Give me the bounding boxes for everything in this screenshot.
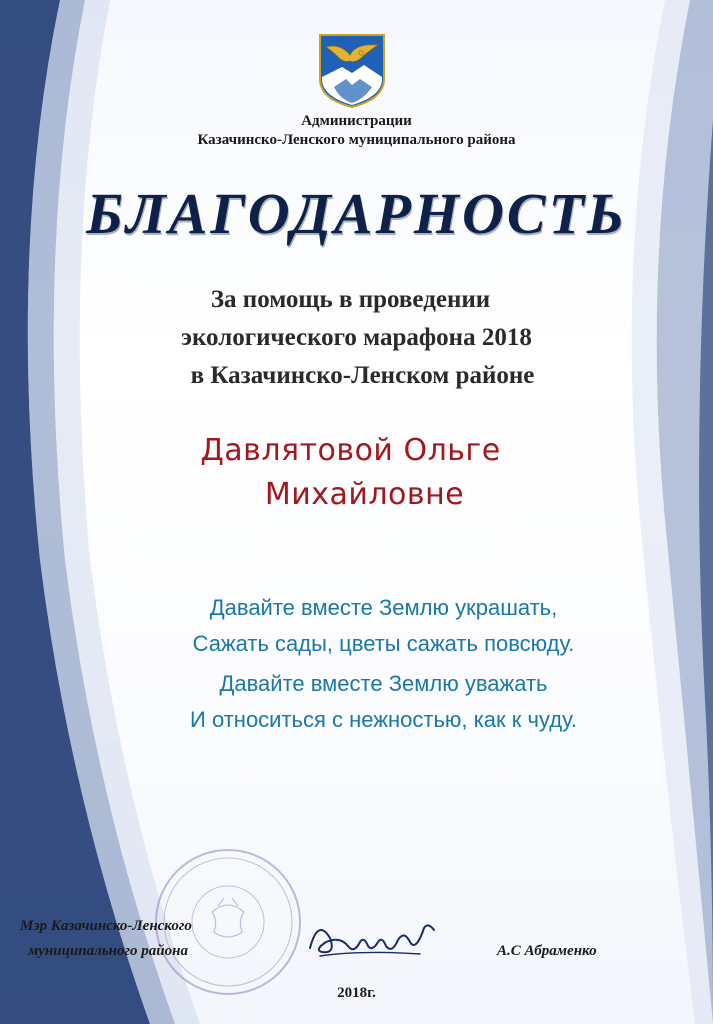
admin-title: Администрации: [301, 113, 412, 129]
mayor-position-line: муниципального района: [28, 943, 188, 959]
poem-line: Давайте вместе Землю украшать,: [209, 595, 558, 620]
handwritten-signature-icon: [300, 908, 450, 968]
coat-of-arms-eagle-icon: [316, 33, 388, 109]
poem-line: Сажать сады, цветы сажать повсюду.: [192, 631, 575, 656]
district-name: Казачинско-Ленского муниципального района: [197, 132, 516, 148]
recipient-name-line: Давлятовой Ольге: [200, 433, 501, 468]
poem-line: Давайте вместе Землю уважать: [219, 671, 548, 696]
issue-date: 2018г.: [337, 985, 376, 1001]
reason-line: За помощь в проведении: [210, 286, 491, 313]
signer-name: А.С Абраменко: [497, 943, 597, 959]
poem-line: И относиться с нежностью, как к чуду.: [190, 707, 577, 732]
reason-line: в Казачинско-Ленском районе: [190, 362, 535, 389]
recipient-name-line: Михайловне: [264, 477, 465, 512]
reason-line: экологического марафона 2018: [181, 324, 532, 351]
certificate-title: БЛАГОДАРНОСТЬ: [86, 181, 627, 246]
mayor-position-line: Мэр Казачинско-Ленского: [20, 918, 192, 934]
